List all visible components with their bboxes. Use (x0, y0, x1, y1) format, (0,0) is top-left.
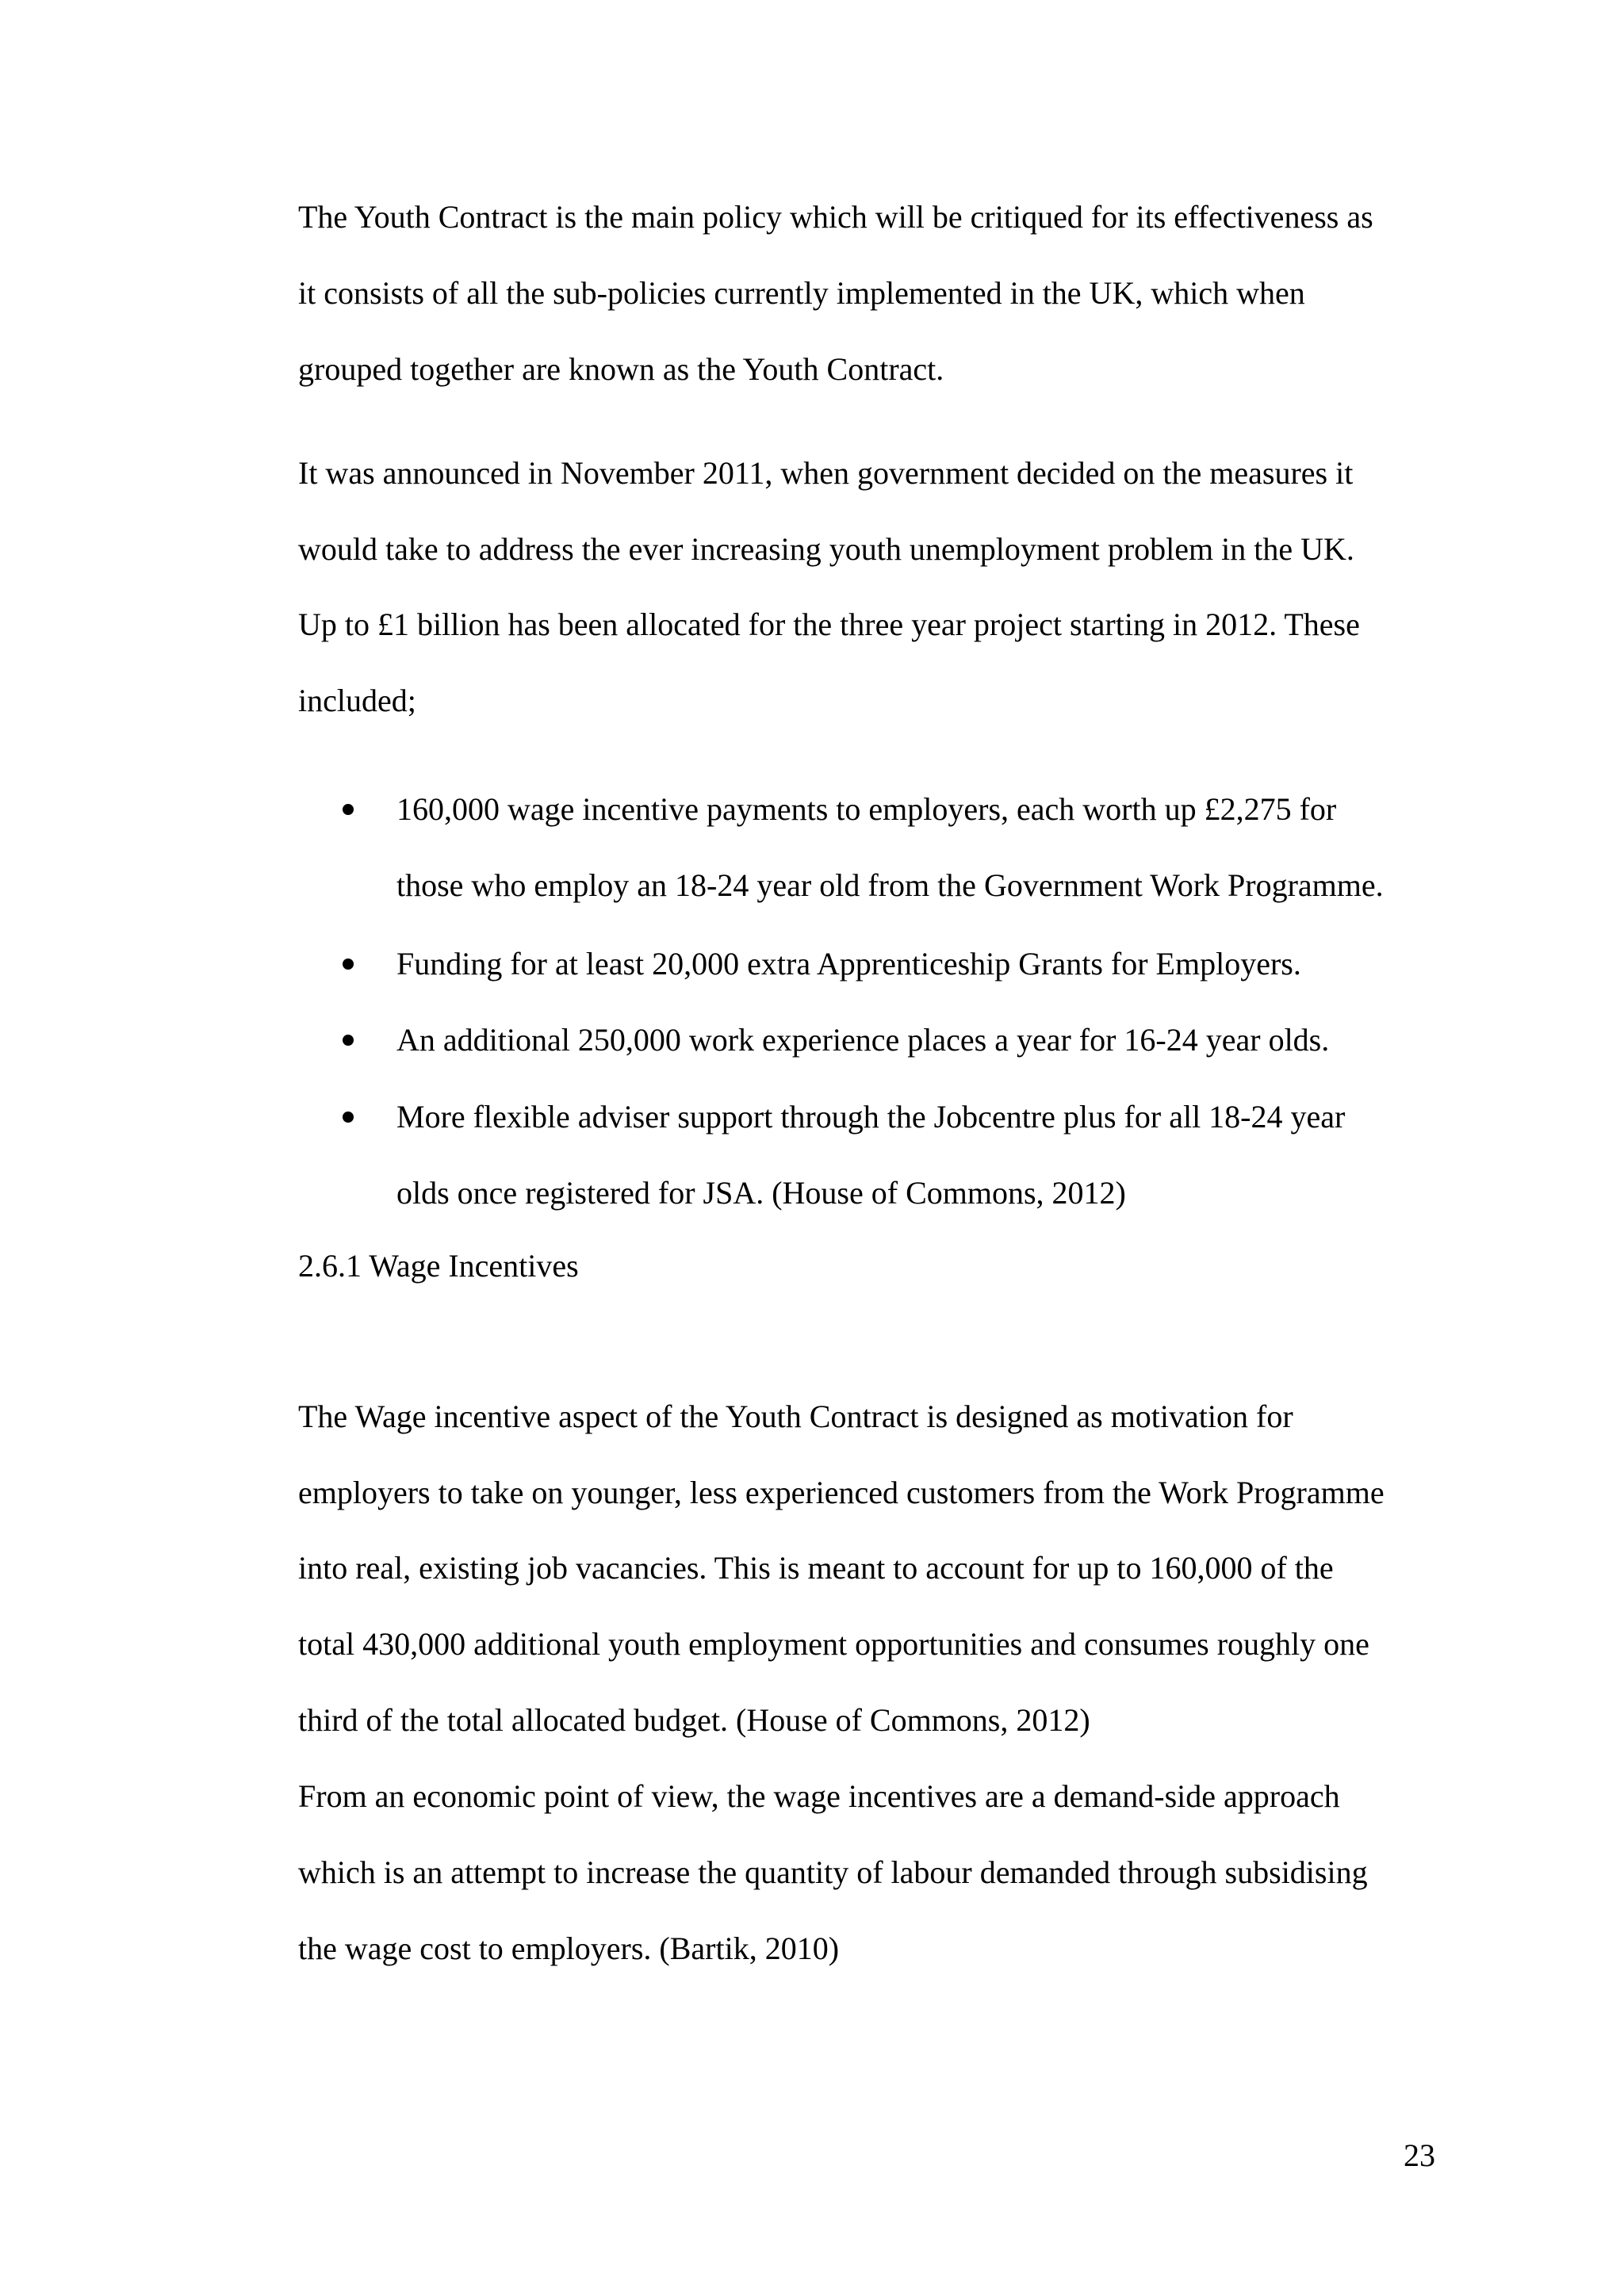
paragraph-2-line-4: included; (298, 683, 416, 718)
bullet-3-line-1: An additional 250,000 work experience places a year for 16-24 year olds. (396, 1022, 1330, 1058)
paragraph-4-line-1: From an economic point of view, the wage incentives are a demand-side approach (298, 1778, 1340, 1814)
bullet-dot-icon (343, 1035, 354, 1046)
bullet-1-line-1: 160,000 wage incentive payments to employers, each worth up £2,275 for (396, 791, 1337, 827)
paragraph-4-line-3: the wage cost to employers. (Bartik, 2010) (298, 1931, 840, 1966)
paragraph-3-line-3: into real, existing job vacancies. This is meant to account for up to 160,000 of the (298, 1550, 1334, 1586)
paragraph-3-line-2: employers to take on younger, less experienced customers from the Work Programme (298, 1475, 1385, 1510)
bullet-4-line-2: olds once registered for JSA. (House of Commons, 2012) (396, 1175, 1126, 1211)
bullet-dot-icon (343, 959, 354, 970)
paragraph-3-line-4: total 430,000 additional youth employment opportunities and consumes roughly one (298, 1626, 1369, 1662)
paragraph-3-line-1: The Wage incentive aspect of the Youth Contract is designed as motivation for (298, 1399, 1293, 1434)
paragraph-2-line-3: Up to £1 billion has been allocated for the three year project starting in 2012. These (298, 607, 1360, 642)
paragraph-3-line-5: third of the total allocated budget. (House of Commons, 2012) (298, 1702, 1090, 1738)
bullet-dot-icon (343, 804, 354, 815)
bullet-1-line-2: those who employ an 18-24 year old from the Government Work Programme. (396, 867, 1384, 903)
bullet-dot-icon (343, 1112, 354, 1123)
section-heading: 2.6.1 Wage Incentives (298, 1248, 579, 1284)
page-number: 23 (1404, 2137, 1435, 2173)
paragraph-1-line-1: The Youth Contract is the main policy which will be critiqued for its effectiveness as (298, 199, 1373, 235)
bullet-2-line-1: Funding for at least 20,000 extra Apprenticeship Grants for Employers. (396, 946, 1301, 982)
paragraph-4-line-2: which is an attempt to increase the quantity of labour demanded through subsidising (298, 1854, 1368, 1890)
paragraph-1-line-2: it consists of all the sub-policies currently implemented in the UK, which when (298, 275, 1305, 311)
paragraph-2-line-1: It was announced in November 2011, when government decided on the measures it (298, 455, 1354, 491)
paragraph-1-line-3: grouped together are known as the Youth Contract. (298, 351, 944, 387)
paragraph-2-line-2: would take to address the ever increasing youth unemployment problem in the UK. (298, 531, 1354, 567)
bullet-4-line-1: More flexible adviser support through the Jobcentre plus for all 18-24 year (396, 1099, 1346, 1135)
